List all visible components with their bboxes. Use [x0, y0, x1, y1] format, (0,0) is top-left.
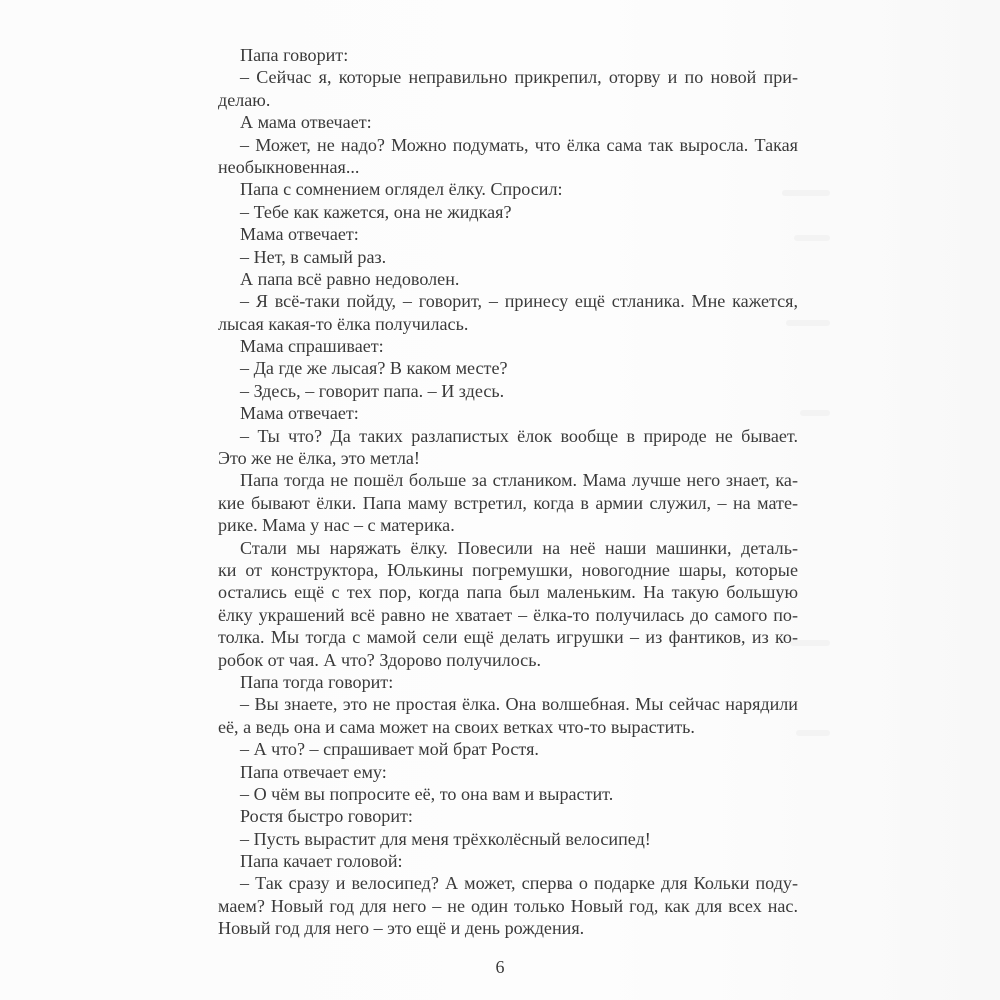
text-line: Мама отвечает: — [240, 403, 359, 424]
text-line: – Тебе как кажется, она не жидкая? — [240, 201, 512, 222]
text-line: – Так сразу и велосипед? А может, сперва о подарке для Кольки поду- — [240, 873, 798, 894]
text-line: Мама спрашивает: — [240, 336, 384, 357]
show-through-mark — [796, 730, 830, 736]
text-line: Новый год для него – это ещё и день рождения. — [218, 918, 585, 939]
text-line: – О чём вы попросите её, то она вам и вырастит. — [240, 783, 614, 804]
text-line: Это же не ёлка, это метла! — [218, 448, 420, 469]
text-line: – Может, не надо? Можно подумать, что ёлка сама так выросла. Такая — [240, 134, 798, 155]
text-line: Папа говорит: — [240, 45, 349, 65]
text-line: Мама отвечает: — [240, 224, 359, 245]
text-line: рике. Мама у нас – с материка. — [218, 515, 455, 536]
text-line: – А что? – спрашивает мой брат Ростя. — [240, 739, 539, 760]
text-line: – Сейчас я, которые неправильно прикрепил, оторву и по новой при- — [240, 67, 798, 88]
text-line: – Да где же лысая? В каком месте? — [240, 358, 508, 379]
text-line: кие бывают ёлки. Папа маму встретил, когда в армии служил, – на мате- — [218, 492, 798, 513]
text-line: остались ещё с тех пор, когда папа был маленьким. На такую большую — [218, 582, 798, 603]
text-line: её, а ведь она и сама может на своих ветках что-то вырастить. — [218, 716, 695, 737]
text-line: Папа тогда говорит: — [240, 671, 394, 692]
text-line: ки от конструктора, Юлькины погремушки, новогодние шары, которые — [218, 559, 798, 580]
text-line: Папа тогда не пошёл больше за стлаником. Мама лучше него знает, ка- — [240, 470, 798, 491]
text-line: ёлку украшений всё равно не хватает – ёлка-то получилась до самого по- — [218, 604, 798, 625]
text-line: – Ты что? Да таких разлапистых ёлок вообще в природе не бывает. — [240, 425, 798, 446]
text-line: – Нет, в самый раз. — [240, 246, 387, 267]
page-text — [218, 44, 798, 940]
text-line: маем? Новый год для него – не один только Новый год, как для всех нас. — [218, 895, 798, 916]
show-through-mark — [794, 235, 830, 241]
text-line: Папа отвечает ему: — [240, 761, 387, 782]
text-line: А папа всё равно недоволен. — [240, 268, 460, 289]
page-number: 6 — [495, 957, 505, 977]
text-line: – Пусть вырастит для меня трёхколёсный велосипед! — [240, 828, 651, 849]
text-line: Стали мы наряжать ёлку. Повесили на неё наши машинки, деталь- — [240, 537, 798, 558]
text-line: – Здесь, – говорит папа. – И здесь. — [240, 380, 505, 401]
text-line: толка. Мы тогда с мамой сели ещё делать игрушки – из фантиков, из ко- — [218, 627, 798, 648]
text-line: Папа качает головой: — [240, 851, 403, 872]
text-line: лысая какая-то ёлка получилась. — [218, 313, 469, 334]
text-line: – Я всё-таки пойду, – говорит, – принесу ещё стланика. Мне кажется, — [240, 291, 798, 312]
show-through-mark — [800, 410, 830, 416]
text-line: Папа с сомнением оглядел ёлку. Спросил: — [240, 179, 563, 200]
text-line: делаю. — [218, 89, 271, 110]
text-line: робок от чая. А что? Здорово получилось. — [218, 649, 541, 670]
text-line: А мама отвечает: — [240, 112, 372, 133]
text-line: необыкновенная... — [218, 156, 360, 177]
text-line: Ростя быстро говорит: — [240, 806, 413, 827]
text-line: – Вы знаете, это не простая ёлка. Она волшебная. Мы сейчас нарядили — [240, 694, 798, 715]
